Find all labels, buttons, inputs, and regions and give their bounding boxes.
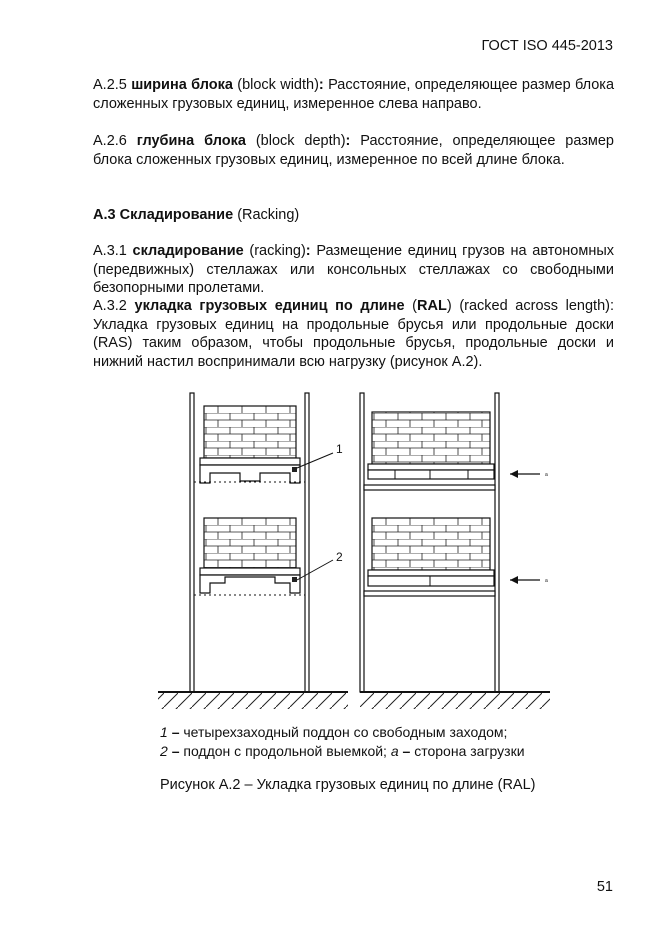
callout-2 [297, 550, 343, 580]
term: ширина блока [131, 77, 233, 93]
term-english: (racking) [249, 243, 306, 259]
svg-text:1: 1 [336, 442, 343, 456]
section-title-english: (Racking) [237, 207, 300, 223]
figure-a2-drawing [150, 385, 560, 710]
clause-number: А.2.5 [93, 77, 127, 93]
definition-text: Расстояние, определяющее размер блока сложенных грузовых единиц, измеренное по всей длине блока. [93, 133, 614, 168]
loading-side-arrow-2 [510, 576, 548, 584]
legend-line-2: 2 – поддон с продольной выемкой; а – сторона загрузки [160, 743, 525, 759]
term: укладка грузовых единиц по длине [134, 298, 405, 314]
svg-text:2: 2 [336, 550, 343, 564]
document-header: ГОСТ ISO 445-2013 [481, 38, 613, 54]
definition-a26: А.2.6 глубина блока (block depth): Расстояние, определяющее размер блока сложенных грузовых единиц, измеренное по всей длине блока. [93, 133, 614, 168]
definition-a31: А.3.1 складирование (racking): Размещение единиц грузов на автономных (передвижных) стеллажах или консольных стеллажах со свободными безопорными пролетами. [93, 243, 615, 297]
term-english: (racked across length): [459, 298, 615, 314]
definition-text: Расстояние, определяющее размер блока сложенных грузовых единиц, измеренное слева направо. [93, 77, 615, 112]
definition-text: Размещение единиц грузов на автономных (передвижных) стеллажах или консольных стеллажах со свободными безопорными пролетами. [93, 243, 615, 297]
term-abbreviation: RAL [417, 298, 447, 314]
svg-text:a: a [545, 472, 548, 478]
clause-number: А.3.1 [93, 243, 127, 259]
ground [158, 692, 550, 709]
clause-number: А.3.2 [93, 298, 127, 314]
callout-1 [297, 442, 343, 468]
term: складирование [132, 243, 244, 259]
definition-a25: А.2.5 ширина блока (block width): Расстояние, определяющее размер блока сложенных грузовых единиц, измеренное слева направо. [93, 77, 615, 112]
left-rack [190, 393, 309, 692]
section-heading-a3 [93, 207, 299, 223]
legend-line-1: 1 – четырехзаходный поддон со свободным заходом; [160, 724, 508, 740]
page-number: 51 [596, 879, 613, 895]
definition-text: Укладка грузовых единиц на продольные брусья или продольные доски (RAS) таким образом, чтобы продольные брусья, продольные доски и нижний настил воспринимали всю нагрузку (рисунок А.2). [93, 316, 614, 370]
section-number: А.3 [93, 207, 116, 223]
right-rack [360, 393, 499, 692]
figure-legend [160, 723, 525, 761]
section-title: Складирование [119, 207, 234, 223]
definition-a32: А.3.2 укладка грузовых единиц по длине (RAL) (racked across length): Укладка грузовых единиц на продольные брусья или продольные доски (RAS) таким образом, чтобы продольные брусья, продольные доски и нижний настил воспринимали всю нагрузку (рисунок А.2). [93, 298, 615, 370]
loading-side-arrow-1 [510, 470, 548, 478]
svg-text:a: a [545, 578, 548, 584]
clause-number: А.2.6 [93, 133, 127, 149]
term-english: (block width) [237, 77, 319, 93]
term-english: (block depth) [255, 133, 346, 149]
figure-caption: Рисунок А.2 – Укладка грузовых единиц по длине (RAL) [160, 777, 536, 793]
term: глубина блока [136, 133, 246, 149]
